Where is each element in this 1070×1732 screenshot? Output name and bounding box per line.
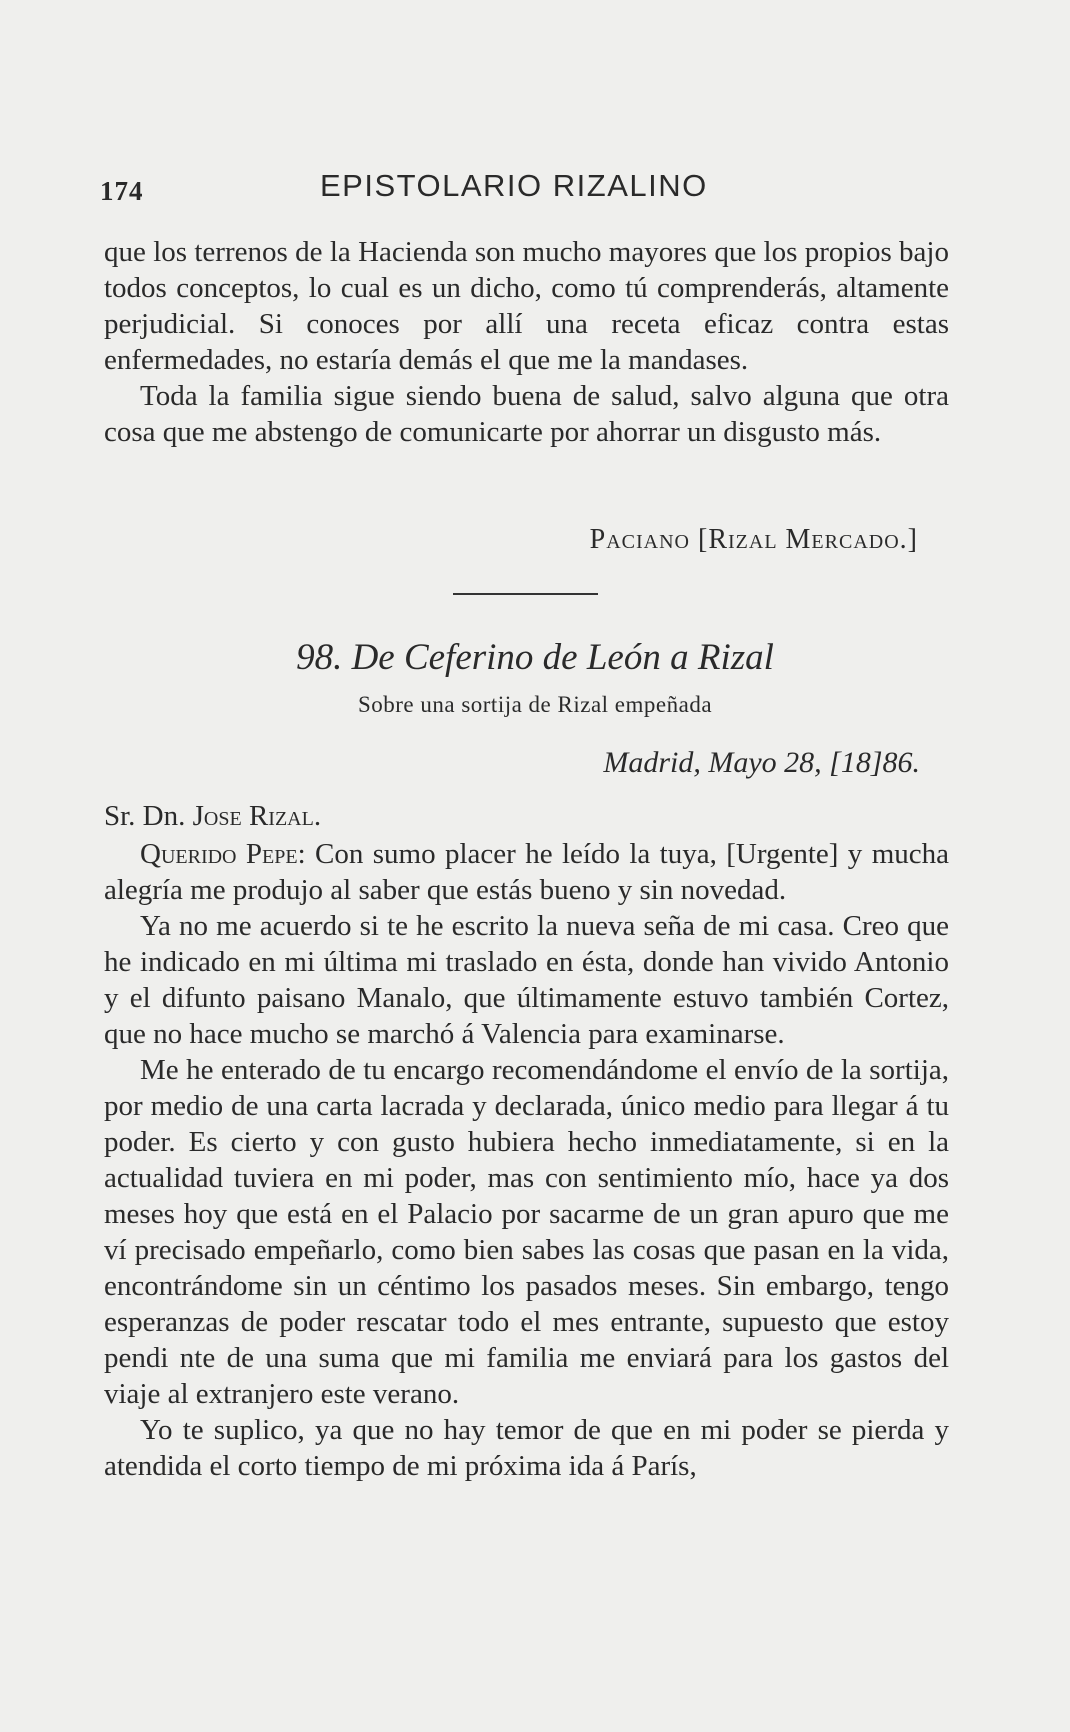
salutation: Querido Pepe [140,838,298,870]
place-date: Madrid, Mayo 28, [18]86. [603,746,920,779]
addressee-prefix: Sr. Dn. [104,800,193,832]
paragraph: Ya no me acuerdo si te he escrito la nueva seña de mi casa. Creo que he indicado en mi última mi traslado en ésta, donde han vivido Antonio y el difunto paisano Manalo, que últimamente estuvo también Cortez, que no hace mucho se marchó á Valencia para examinarse. [104,910,949,1050]
page-number: 174 [100,176,144,206]
letter-subtitle: Sobre una sortija de Rizal empeñada [357,692,713,717]
letter-title: 98. De Ceferino de León a Rizal [296,637,774,678]
addressee [104,800,321,833]
running-title: EPISTOLARIO RIZALINO [320,168,708,203]
paragraph: Yo te suplico, ya que no hay temor de que en mi poder se pierda y atendida el corto tiempo de mi próxima ida á París, [104,1414,949,1482]
paragraph: que los terrenos de la Hacienda son mucho mayores que los propios bajo todos conceptos, lo cual es un dicho, como tú comprenderás, altamente perjudicial. Si conoces por allí una receta eficaz contra estas enfermedades, no estaría demás el que me la mandases. [104,236,949,376]
paragraph: Toda la familia sigue siendo buena de salud, salvo alguna que otra cosa que me abstengo de comunicarte por ahorrar un disgusto más. [104,380,949,448]
previous-letter-continuation [104,234,949,450]
letter-body [104,836,949,1484]
paragraph: Me he enterado de tu encargo recomendándome el envío de la sortija, por medio de una carta lacrada y declarada, único medio para llegar á tu poder. Es cierto y con gusto hubiera hecho inmediatamente, si en la actualidad tuviera en mi poder, mas con sentimiento mío, hace ya dos meses hoy que está en el Palacio por sacarme de un gran apuro que me ví precisado empeñarlo, como bien sabes las cosas que pasan en la vida, encontrándome sin un céntimo los pasados meses. Sin embargo, tengo esperanzas de poder rescatar todo el mes entrante, supuesto que estoy pendi nte de una suma que mi familia me enviará para los gastos del viaje al extranjero este verano. [104,1054,949,1410]
section-divider [453,593,598,595]
page-header [100,168,960,208]
paragraph [104,836,949,908]
signature: Paciano [Rizal Mercado.] [589,524,918,555]
addressee-name: Jose Rizal. [192,800,322,832]
paragraph-text: : Con sumo placer he leído la tuya, [Urgente] y mucha alegría me produjo al saber que estás bueno y sin novedad. [104,838,949,906]
